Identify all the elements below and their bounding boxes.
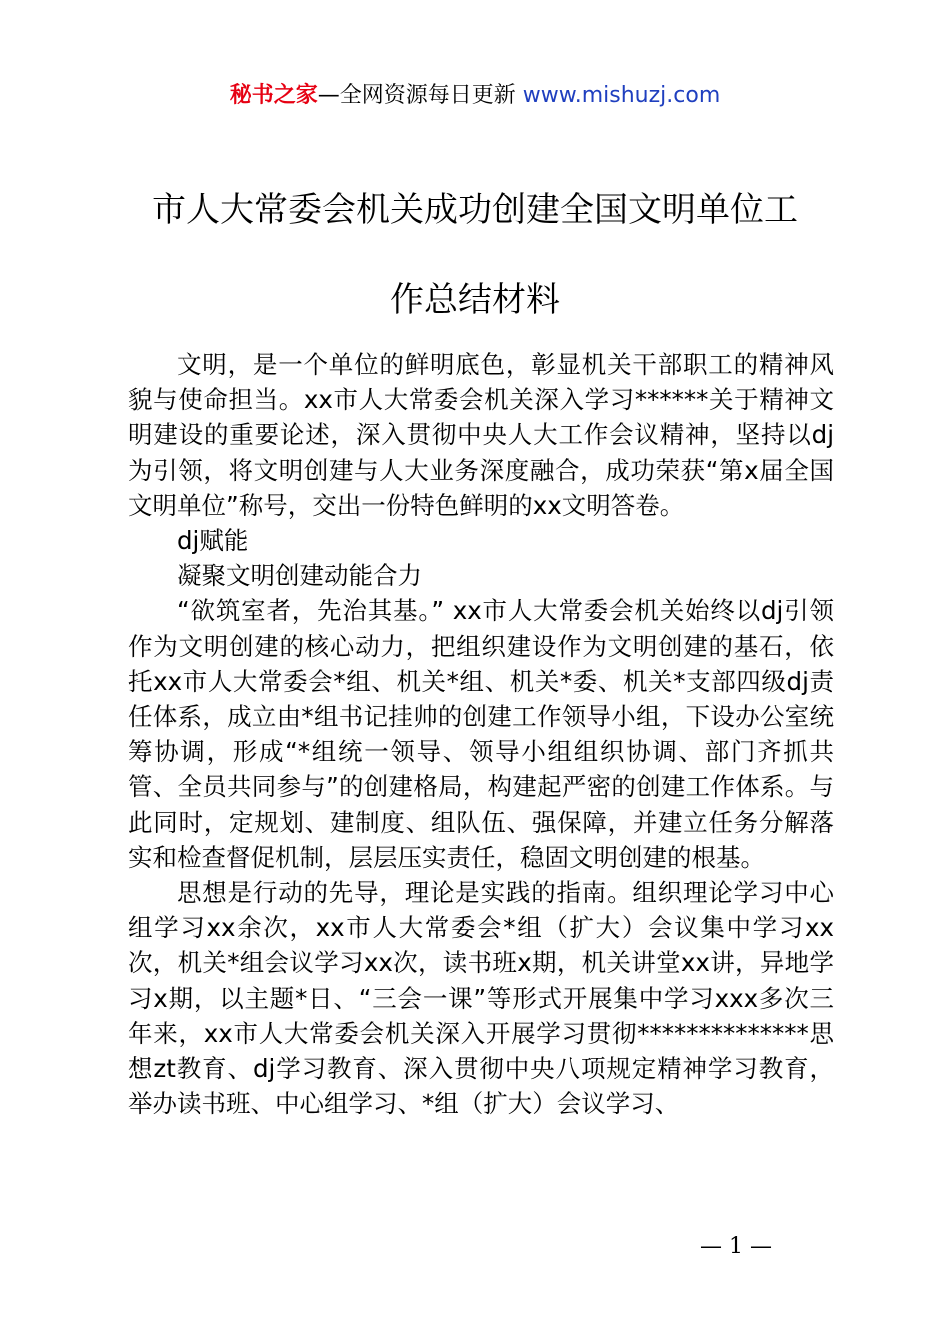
site-url-link[interactable]: www.mishuzj.com xyxy=(522,83,721,108)
title-line-2: 作总结材料 xyxy=(390,280,560,320)
section-subheading: 凝聚文明创建动能合力 xyxy=(177,561,422,591)
section-heading: dj赋能 xyxy=(177,526,249,556)
document-body xyxy=(128,347,834,1121)
site-tagline: —全网资源每日更新 xyxy=(317,83,516,108)
body-paragraph: 思想是行动的先导，理论是实践的指南。组织理论学习中心组学习xx余次，xx市人大常委会*组（扩大）会议集中学习xx次，机关*组会议学习xx次，读书班x期，机关讲堂xx讲，异地学习x期，以主题*日、“三会一课”等形式开展集中学习xxx多次三年来，xx市人大常委会机关深入开展学习贯彻**************思想zt教育、dj学习教育、深入贯彻中央八项规定精神学习教育，举办读书班、中心组学习、*组（扩大）会议学习、 xyxy=(128,878,834,1119)
site-brand: 秘书之家 xyxy=(229,83,318,108)
intro-paragraph: 文明，是一个单位的鲜明底色，彰显机关干部职工的精神风貌与使命担当。xx市人大常委会机关深入学习******关于精神文明建设的重要论述，深入贯彻中央人大工作会议精神，坚持以dj为引领，将文明创建与人大业务深度融合，成功荣获“第x届全国文明单位”称号，交出一份特色鲜明的xx文明答卷。 xyxy=(128,350,834,520)
site-header xyxy=(0,80,950,112)
page-number: — 1 — xyxy=(700,1234,772,1259)
document-title xyxy=(110,165,840,345)
body-paragraph: “欲筑室者，先治其基。” xx市人大常委会机关始终以dj引领作为文明创建的核心动力，把组织建设作为文明创建的基石，依托xx市人大常委会*组、机关*组、机关*委、机关*支部四级dj责任体系，成立由*组书记挂帅的创建工作领导小组，下设办公室统筹协调，形成“*组统一领导、领导小组组织协调、部门齐抓共管、全员共同参与”的创建格局，构建起严密的创建工作体系。与此同时，定规划、建制度、组队伍、强保障，并建立任务分解落实和检查督促机制，层层压实责任，稳固文明创建的根基。 xyxy=(128,596,834,872)
title-line-1: 市人大常委会机关成功创建全国文明单位工 xyxy=(152,190,798,230)
